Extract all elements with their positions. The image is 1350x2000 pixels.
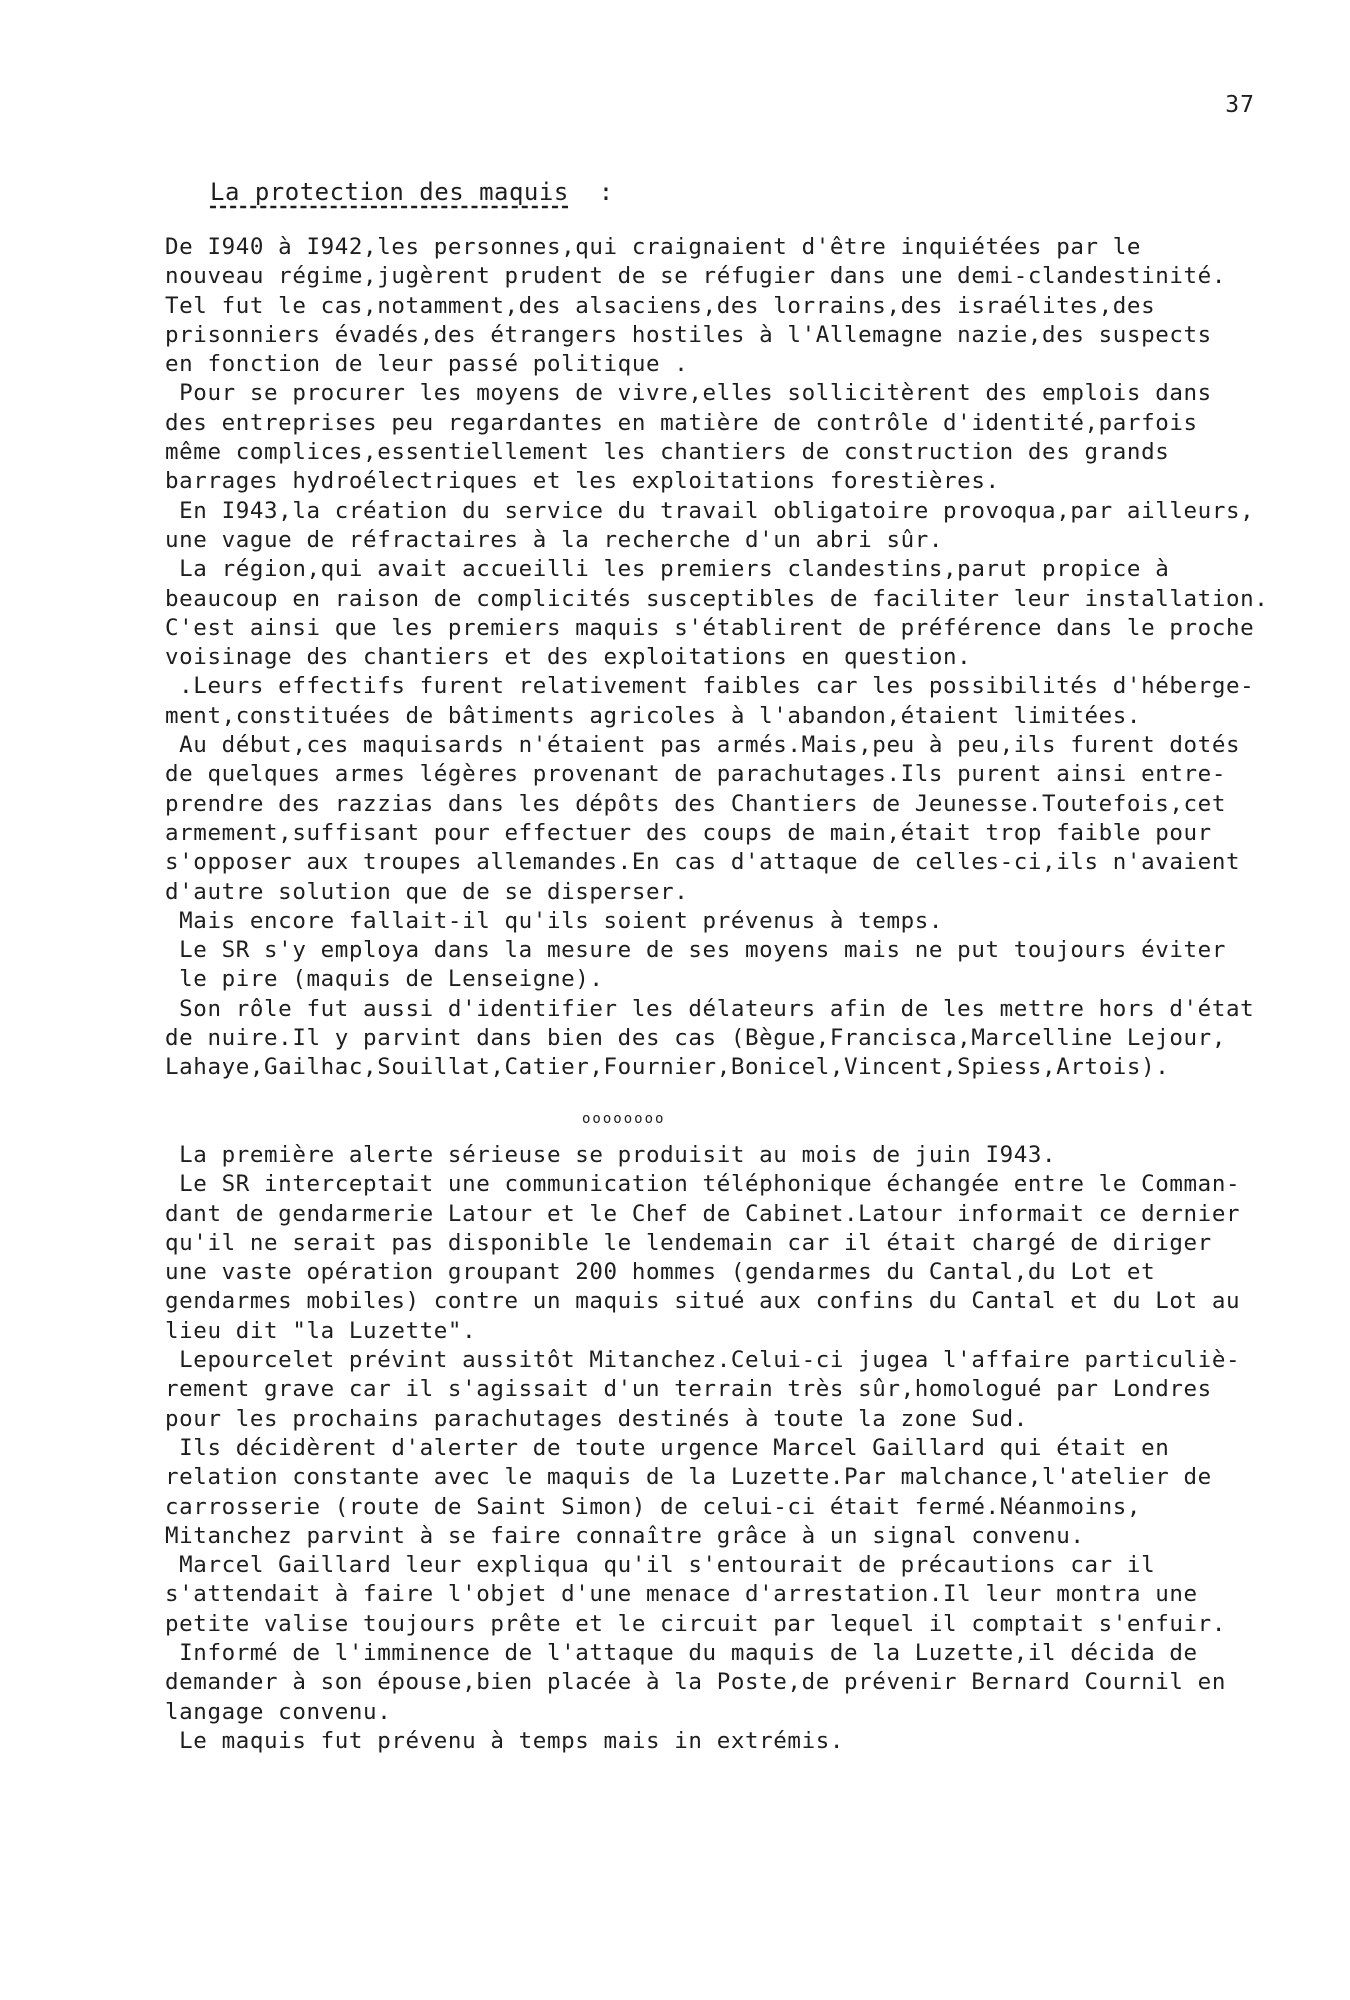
text-line: Tel fut le cas,notamment,des alsaciens,des lorrains,des israélites,des bbox=[165, 292, 1156, 319]
paragraph-block-alert bbox=[165, 1141, 1315, 1756]
text-line: dant de gendarmerie Latour et le Chef de Cabinet.Latour informait ce dernier bbox=[165, 1200, 1241, 1227]
text-line: Marcel Gaillard leur expliqua qu'il s'entourait de précautions car il bbox=[165, 1552, 1156, 1579]
text-line: Son rôle fut aussi d'identifier les délateurs afin de les mettre hors d'état bbox=[165, 995, 1255, 1022]
text-line: Mais encore fallait-il qu'ils soient prévenus à temps. bbox=[165, 907, 944, 934]
section-title: La protection des maquis bbox=[210, 178, 569, 206]
text-line: Au début,ces maquisards n'étaient pas armés.Mais,peu à peu,ils furent dotés bbox=[165, 732, 1241, 759]
text-line: s'attendait à faire l'objet d'une menace d'arrestation.Il leur montra une bbox=[165, 1581, 1198, 1608]
text-line: En I943,la création du service du travail obligatoire provoqua,par ailleurs, bbox=[165, 497, 1255, 524]
text-line: Lepourcelet prévint aussitôt Mitanchez.Celui-ci jugea l'affaire particuliè- bbox=[165, 1347, 1241, 1374]
text-line: De I940 à I942,les personnes,qui craignaient d'être inquiétées par le bbox=[165, 234, 1142, 260]
paragraph-block-intro bbox=[165, 233, 1315, 1083]
text-line: carrosserie (route de Saint Simon) de celui-ci était fermé.Néanmoins, bbox=[165, 1493, 1142, 1520]
text-line: prendre des razzias dans les dépôts des Chantiers de Jeunesse.Toutefois,cet bbox=[165, 790, 1226, 817]
text-line: barrages hydroélectriques et les exploitations forestières. bbox=[165, 468, 1000, 495]
text-line: .Leurs effectifs furent relativement faibles car les possibilités d'héberge- bbox=[165, 673, 1255, 700]
text-line: Le SR s'y employa dans la mesure de ses moyens mais ne put toujours éviter bbox=[165, 937, 1226, 964]
text-line: La première alerte sérieuse se produisit au mois de juin I943. bbox=[165, 1142, 1057, 1168]
text-line: même complices,essentiellement les chantiers de construction des grands bbox=[165, 439, 1170, 466]
text-line: armement,suffisant pour effectuer des coups de main,était trop faible pour bbox=[165, 819, 1212, 846]
text-line: s'opposer aux troupes allemandes.En cas d'attaque de celles-ci,ils n'avaient bbox=[165, 849, 1241, 876]
text-line: C'est ainsi que les premiers maquis s'établirent de préférence dans le proche bbox=[165, 614, 1255, 641]
section-separator: oooooooo bbox=[582, 1111, 666, 1127]
text-line: petite valise toujours prête et le circuit par lequel il comptait s'enfuir. bbox=[165, 1610, 1226, 1637]
text-line: beaucoup en raison de complicités susceptibles de faciliter leur installation. bbox=[165, 585, 1269, 612]
text-line: d'autre solution que de se disperser. bbox=[165, 878, 689, 905]
text-line: Pour se procurer les moyens de vivre,elles sollicitèrent des emplois dans bbox=[165, 380, 1212, 407]
text-line: une vaste opération groupant 200 hommes (gendarmes du Cantal,du Lot et bbox=[165, 1259, 1156, 1286]
text-line: le pire (maquis de Lenseigne). bbox=[165, 966, 604, 993]
text-line: demander à son épouse,bien placée à la Poste,de prévenir Bernard Cournil en bbox=[165, 1669, 1226, 1696]
text-line: Le SR interceptait une communication téléphonique échangée entre le Comman- bbox=[165, 1171, 1241, 1198]
text-line: prisonniers évadés,des étrangers hostiles à l'Allemagne nazie,des suspects bbox=[165, 321, 1212, 348]
text-line: La région,qui avait accueilli les premiers clandestins,parut propice à bbox=[165, 556, 1170, 583]
text-line: de nuire.Il y parvint dans bien des cas (Bègue,Francisca,Marcelline Lejour, bbox=[165, 1025, 1226, 1052]
section-title-colon: : bbox=[598, 178, 614, 206]
text-line: en fonction de leur passé politique . bbox=[165, 351, 689, 378]
text-line: voisinage des chantiers et des exploitations en question. bbox=[165, 644, 972, 671]
section-heading bbox=[210, 178, 614, 206]
text-line: langage convenu. bbox=[165, 1698, 392, 1725]
text-line: Le maquis fut prévenu à temps mais in extrémis. bbox=[165, 1727, 845, 1754]
text-line: Informé de l'imminence de l'attaque du maquis de la Luzette,il décida de bbox=[165, 1640, 1198, 1667]
text-line: Lahaye,Gailhac,Souillat,Catier,Fournier,Bonicel,Vincent,Spiess,Artois). bbox=[165, 1054, 1170, 1081]
text-line: ment,constituées de bâtiments agricoles à l'abandon,étaient limitées. bbox=[165, 702, 1142, 729]
text-line: relation constante avec le maquis de la Luzette.Par malchance,l'atelier de bbox=[165, 1464, 1212, 1491]
text-line: Ils décidèrent d'alerter de toute urgence Marcel Gaillard qui était en bbox=[165, 1434, 1170, 1461]
text-line: de quelques armes légères provenant de parachutages.Ils purent ainsi entre- bbox=[165, 761, 1226, 788]
page-number: 37 bbox=[1225, 92, 1255, 118]
text-line: rement grave car il s'agissait d'un terrain très sûr,homologué par Londres bbox=[165, 1376, 1212, 1403]
text-line: Mitanchez parvint à se faire connaître grâce à un signal convenu. bbox=[165, 1522, 1085, 1549]
text-line: une vague de réfractaires à la recherche d'un abri sûr. bbox=[165, 526, 944, 553]
text-line: qu'il ne serait pas disponible le lendemain car il était chargé de diriger bbox=[165, 1229, 1212, 1256]
text-line: nouveau régime,jugèrent prudent de se réfugier dans une demi-clandestinité. bbox=[165, 263, 1226, 290]
text-line: gendarmes mobiles) contre un maquis situé aux confins du Cantal et du Lot au bbox=[165, 1288, 1241, 1315]
text-line: lieu dit "la Luzette". bbox=[165, 1317, 477, 1344]
text-line: pour les prochains parachutages destinés à toute la zone Sud. bbox=[165, 1405, 1028, 1432]
text-line: des entreprises peu regardantes en matière de contrôle d'identité,parfois bbox=[165, 409, 1198, 436]
